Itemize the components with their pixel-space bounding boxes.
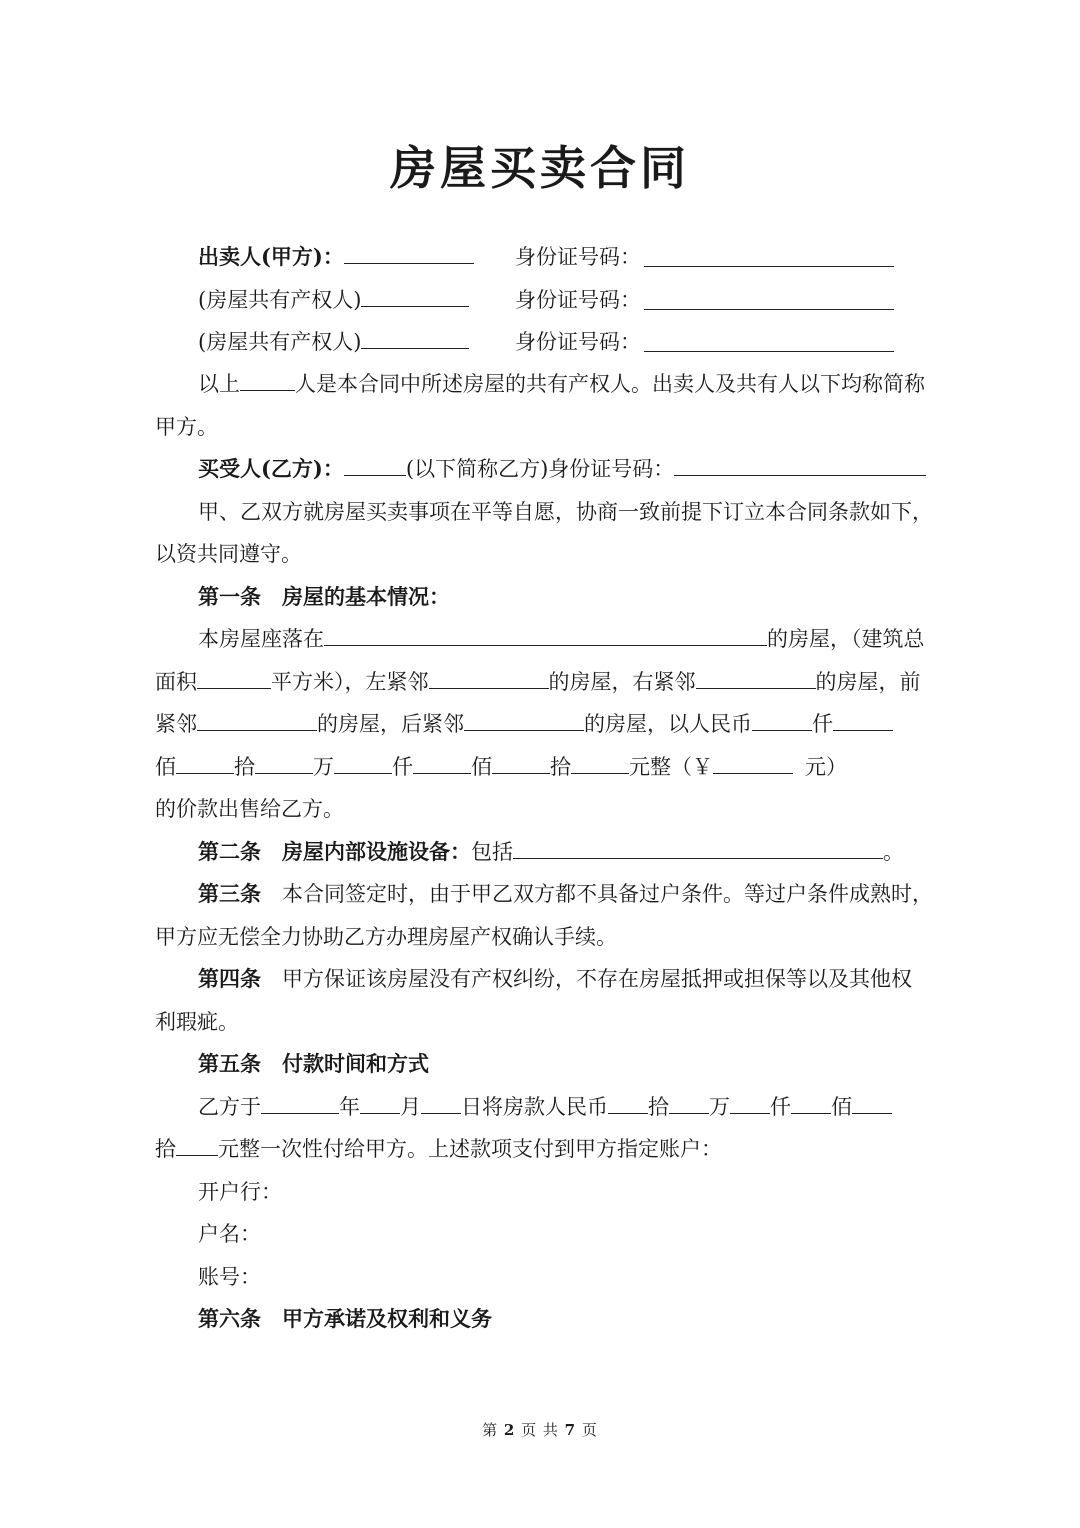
art4-number: 第四条 — [198, 966, 261, 991]
art1-rmb-label: 的房屋，以人民币 — [584, 712, 752, 736]
art1-bai-unit: 佰 — [155, 755, 176, 779]
art1-area-prefix: 的房屋，（建筑总 — [767, 627, 925, 651]
art5-month-blank — [360, 1093, 400, 1114]
art1-area-label: 面积 — [155, 670, 197, 694]
art1-shi-unit: 拾 — [234, 755, 255, 779]
buyer-label: 买受人(乙方)： — [198, 456, 344, 481]
art1-shi2-blank — [492, 753, 550, 774]
art1-qian-unit: 仟 — [812, 712, 833, 736]
seller-name-blank — [344, 243, 474, 264]
art5-payment-text: 元整一次性付给甲方。上述款项支付到甲方指定账户： — [218, 1137, 722, 1161]
art5-account-number-label: 账号： — [198, 1265, 261, 1289]
coowner-id-blank-2 — [644, 331, 894, 352]
coowners-count-blank — [240, 370, 295, 391]
art1-qian2-unit: 仟 — [392, 755, 413, 779]
coowner-line-2 — [198, 327, 998, 357]
art5-month-unit: 月 — [400, 1095, 421, 1119]
art5-shiwan-blank — [608, 1093, 648, 1114]
coowner-label-1: (房屋共有产权人) — [198, 288, 362, 312]
art1-qian-blank — [752, 710, 812, 731]
page-title: 房屋买卖合同 — [390, 141, 690, 195]
article-1-line-5: 的价款出售给乙方。 — [155, 797, 344, 821]
coowner-id-label-2: 身份证号码： — [515, 330, 641, 354]
art1-amount-blank — [713, 753, 793, 774]
art5-day-unit: 日将房款人民币 — [461, 1095, 608, 1119]
article-1-line-4 — [155, 752, 955, 782]
seller-line — [198, 242, 998, 272]
footer-prefix: 第 — [482, 1421, 499, 1439]
art1-shi2-unit: 拾 — [550, 755, 571, 779]
art5-bai-unit: 佰 — [831, 1095, 852, 1119]
footer-middle: 页 共 — [521, 1421, 559, 1439]
art1-area-blank — [197, 668, 271, 689]
art5-year-blank — [261, 1093, 339, 1114]
coowner-id-label-1: 身份证号码： — [515, 288, 641, 312]
art1-bai2-blank — [413, 753, 471, 774]
art1-front-blank — [197, 710, 317, 731]
article-5-line-2 — [155, 1134, 955, 1164]
footer-suffix: 页 — [581, 1421, 598, 1439]
art5-bai-blank — [791, 1093, 831, 1114]
article-1-line-2 — [155, 667, 955, 697]
seller-id-label: 身份证号码： — [515, 245, 641, 269]
coowner-name-blank-2 — [361, 328, 469, 349]
art5-account-name-label: 户名： — [198, 1222, 261, 1246]
footer-total-pages: 7 — [564, 1421, 577, 1439]
art3-number: 第三条 — [198, 881, 261, 906]
coowners-para-line-1 — [198, 369, 998, 399]
coowner-label-2: (房屋共有产权人) — [198, 330, 362, 354]
article-3-line-1 — [198, 879, 998, 909]
art1-amount-end: 元） — [805, 755, 847, 779]
intro-line-2: 以资共同遵守。 — [155, 542, 302, 566]
coowners-prefix: 以上 — [198, 372, 240, 396]
art5-pay-label: 乙方于 — [198, 1095, 261, 1119]
article-4-line-2: 利瑕疵。 — [155, 1010, 239, 1034]
art5-shiwan-unit: 拾 — [648, 1095, 669, 1119]
art2-number: 第二条 — [198, 839, 261, 864]
art1-qian2-blank — [334, 753, 392, 774]
art5-qian-unit: 仟 — [770, 1095, 791, 1119]
art1-right-label: 的房屋，右紧邻 — [548, 670, 696, 694]
art2-facilities-blank — [513, 838, 883, 859]
art1-front-label: 的房屋，前 — [815, 670, 921, 694]
art1-wan-unit: 万 — [313, 755, 334, 779]
buyer-name-blank — [344, 455, 406, 476]
coowner-line-1 — [198, 285, 998, 315]
article-4-line-1 — [198, 964, 998, 994]
footer-page-number: 2 — [503, 1421, 516, 1439]
art2-heading: 房屋内部设施设备： — [282, 839, 471, 864]
page-footer — [0, 1420, 1080, 1440]
art1-location-blank — [324, 625, 767, 646]
art1-wan-blank — [255, 753, 313, 774]
art2-end: 。 — [883, 840, 904, 864]
buyer-id-blank — [674, 455, 926, 476]
coowner-name-blank-1 — [361, 286, 469, 307]
art5-qian-blank — [730, 1093, 770, 1114]
buyer-line — [198, 454, 998, 484]
coowners-text-1: 人是本合同中所述房屋的共有产权人。出卖人及共有人以下均称简称 — [295, 372, 925, 396]
article-5-heading: 第五条 付款时间和方式 — [198, 1051, 429, 1076]
art1-back-label: 的房屋，后紧邻 — [317, 712, 464, 736]
art5-year-unit: 年 — [339, 1095, 360, 1119]
art5-shi-unit: 拾 — [155, 1137, 176, 1161]
article-1-line-1 — [198, 624, 998, 654]
seller-label: 出卖人(甲方)： — [198, 244, 344, 269]
art1-yuan-unit: 元整（￥ — [629, 755, 713, 779]
art1-bai-blank — [833, 710, 893, 731]
buyer-note: (以下简称乙方)身份证号码： — [405, 457, 675, 481]
art5-wan-unit: 万 — [709, 1095, 730, 1119]
article-5-line-1 — [198, 1092, 998, 1122]
article-1-line-3 — [155, 709, 955, 739]
art2-text: 包括 — [471, 840, 513, 864]
art3-text-1: 本合同签定时，由于甲乙双方都不具备过户条件。等过户条件成熟时， — [282, 882, 933, 906]
article-2 — [198, 837, 998, 867]
art1-yuan-blank — [571, 753, 629, 774]
article-6-heading: 第六条 甲方承诺及权利和义务 — [198, 1306, 492, 1331]
art5-bank-label: 开户行： — [198, 1180, 282, 1204]
coowner-id-blank-1 — [644, 289, 894, 310]
intro-line-1: 甲、乙双方就房屋买卖事项在平等自愿，协商一致前提下订立本合同条款如下， — [198, 500, 933, 524]
art5-wan-blank — [669, 1093, 709, 1114]
seller-id-blank — [644, 246, 894, 267]
coowners-para-line-2: 甲方。 — [155, 415, 218, 439]
art4-text-1: 甲方保证该房屋没有产权纠纷，不存在房屋抵押或担保等以及其他权 — [282, 967, 912, 991]
art1-location-label: 本房屋座落在 — [198, 627, 324, 651]
art1-left-label: 平方米），左紧邻 — [271, 670, 429, 694]
art1-bai2-unit: 佰 — [471, 755, 492, 779]
article-3-line-2: 甲方应无偿全力协助乙方办理房屋产权确认手续。 — [155, 925, 617, 949]
art1-left-blank — [429, 668, 549, 689]
art1-front-label-2: 紧邻 — [155, 712, 197, 736]
art1-right-blank — [696, 668, 816, 689]
art5-yuan-blank — [176, 1135, 218, 1156]
article-1-heading: 第一条 房屋的基本情况： — [198, 584, 450, 609]
art5-shi-blank — [852, 1093, 892, 1114]
art1-shi-blank — [176, 753, 234, 774]
art5-day-blank — [421, 1093, 461, 1114]
art1-back-blank — [464, 710, 584, 731]
